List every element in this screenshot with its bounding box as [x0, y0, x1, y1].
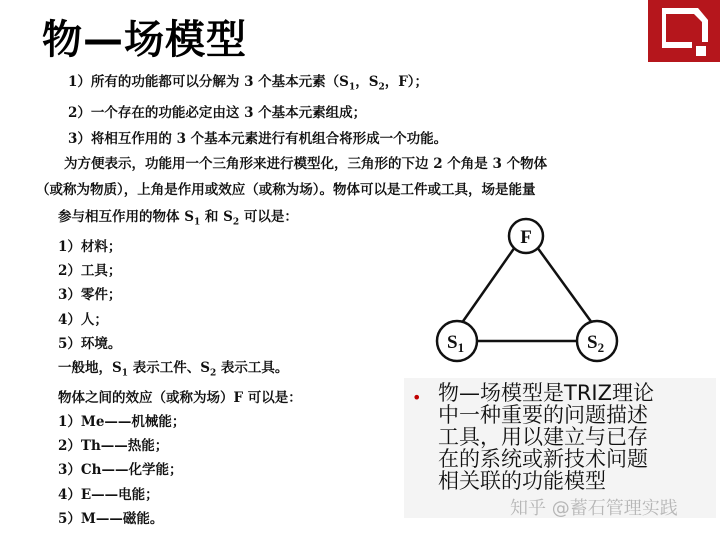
fields-heading: 物体之间的效应（或称为场）F 可以是：	[58, 389, 302, 406]
fields-item-5: 5）M——磁能。	[58, 510, 164, 527]
intro-text	[36, 70, 698, 203]
objects-and-fields-text	[58, 205, 438, 531]
objects-heading: 参与相互作用的物体 $S_1$ 和 $S_2$ 可以是：	[58, 209, 298, 228]
node-f-label: F	[520, 227, 532, 248]
objects-item-2: 2）工具；	[58, 263, 122, 280]
objects-item-4: 4）人；	[58, 311, 108, 328]
objects-summary: 一般地，$S_1$ 表示工件、$S_2$ 表示工具。	[58, 359, 289, 379]
node-s2-label: $S_2$	[587, 332, 605, 355]
intro-line-1: 1）所有的功能都可以分解为 3 个基本元素（$S_1$，$S_2$，F）；	[68, 74, 429, 93]
objects-item-5: 5）环境。	[58, 335, 122, 352]
bullet-icon: •	[412, 388, 422, 407]
intro-line-4: 为方便表示，功能用一个三角形来进行模型化，三角形的下边 2 个角是 3 个物体	[64, 156, 548, 173]
page-title: 物—场模型	[42, 17, 247, 63]
objects-item-3: 3）零件；	[58, 287, 122, 304]
fields-item-4: 4）E——电能；	[58, 486, 159, 503]
node-s1-label: $S_1$	[447, 332, 465, 355]
intro-line-3: 3）将相互作用的 3 个基本元素进行有机组合将形成一个功能。	[68, 130, 448, 147]
edge-f-s1	[459, 247, 515, 327]
objects-item-1: 1）材料；	[58, 238, 122, 255]
intro-line-2: 2）一个存在的功能必定由这 3 个基本元素组成；	[68, 105, 367, 122]
brand-logo	[648, 0, 720, 62]
substance-field-triangle-diagram	[425, 215, 630, 365]
edge-f-s2	[537, 247, 595, 327]
fields-item-3: 3）Ch——化学能；	[58, 462, 183, 479]
intro-line-5: （或称为物质），上角是作用或效应（或称为场）。物体可以是工件或工具，场是能量	[36, 181, 536, 198]
source-watermark: 知乎 @蓄石管理实践	[510, 498, 678, 519]
fields-item-1: 1）Me——机械能；	[58, 414, 186, 430]
model-note-text: 物—场模型是TRIZ理论中一种重要的问题描述工具，用以建立与已存在的系统或新技术问题相关联的功能模型	[438, 381, 654, 493]
fields-item-2: 2）Th——热能；	[58, 438, 169, 455]
